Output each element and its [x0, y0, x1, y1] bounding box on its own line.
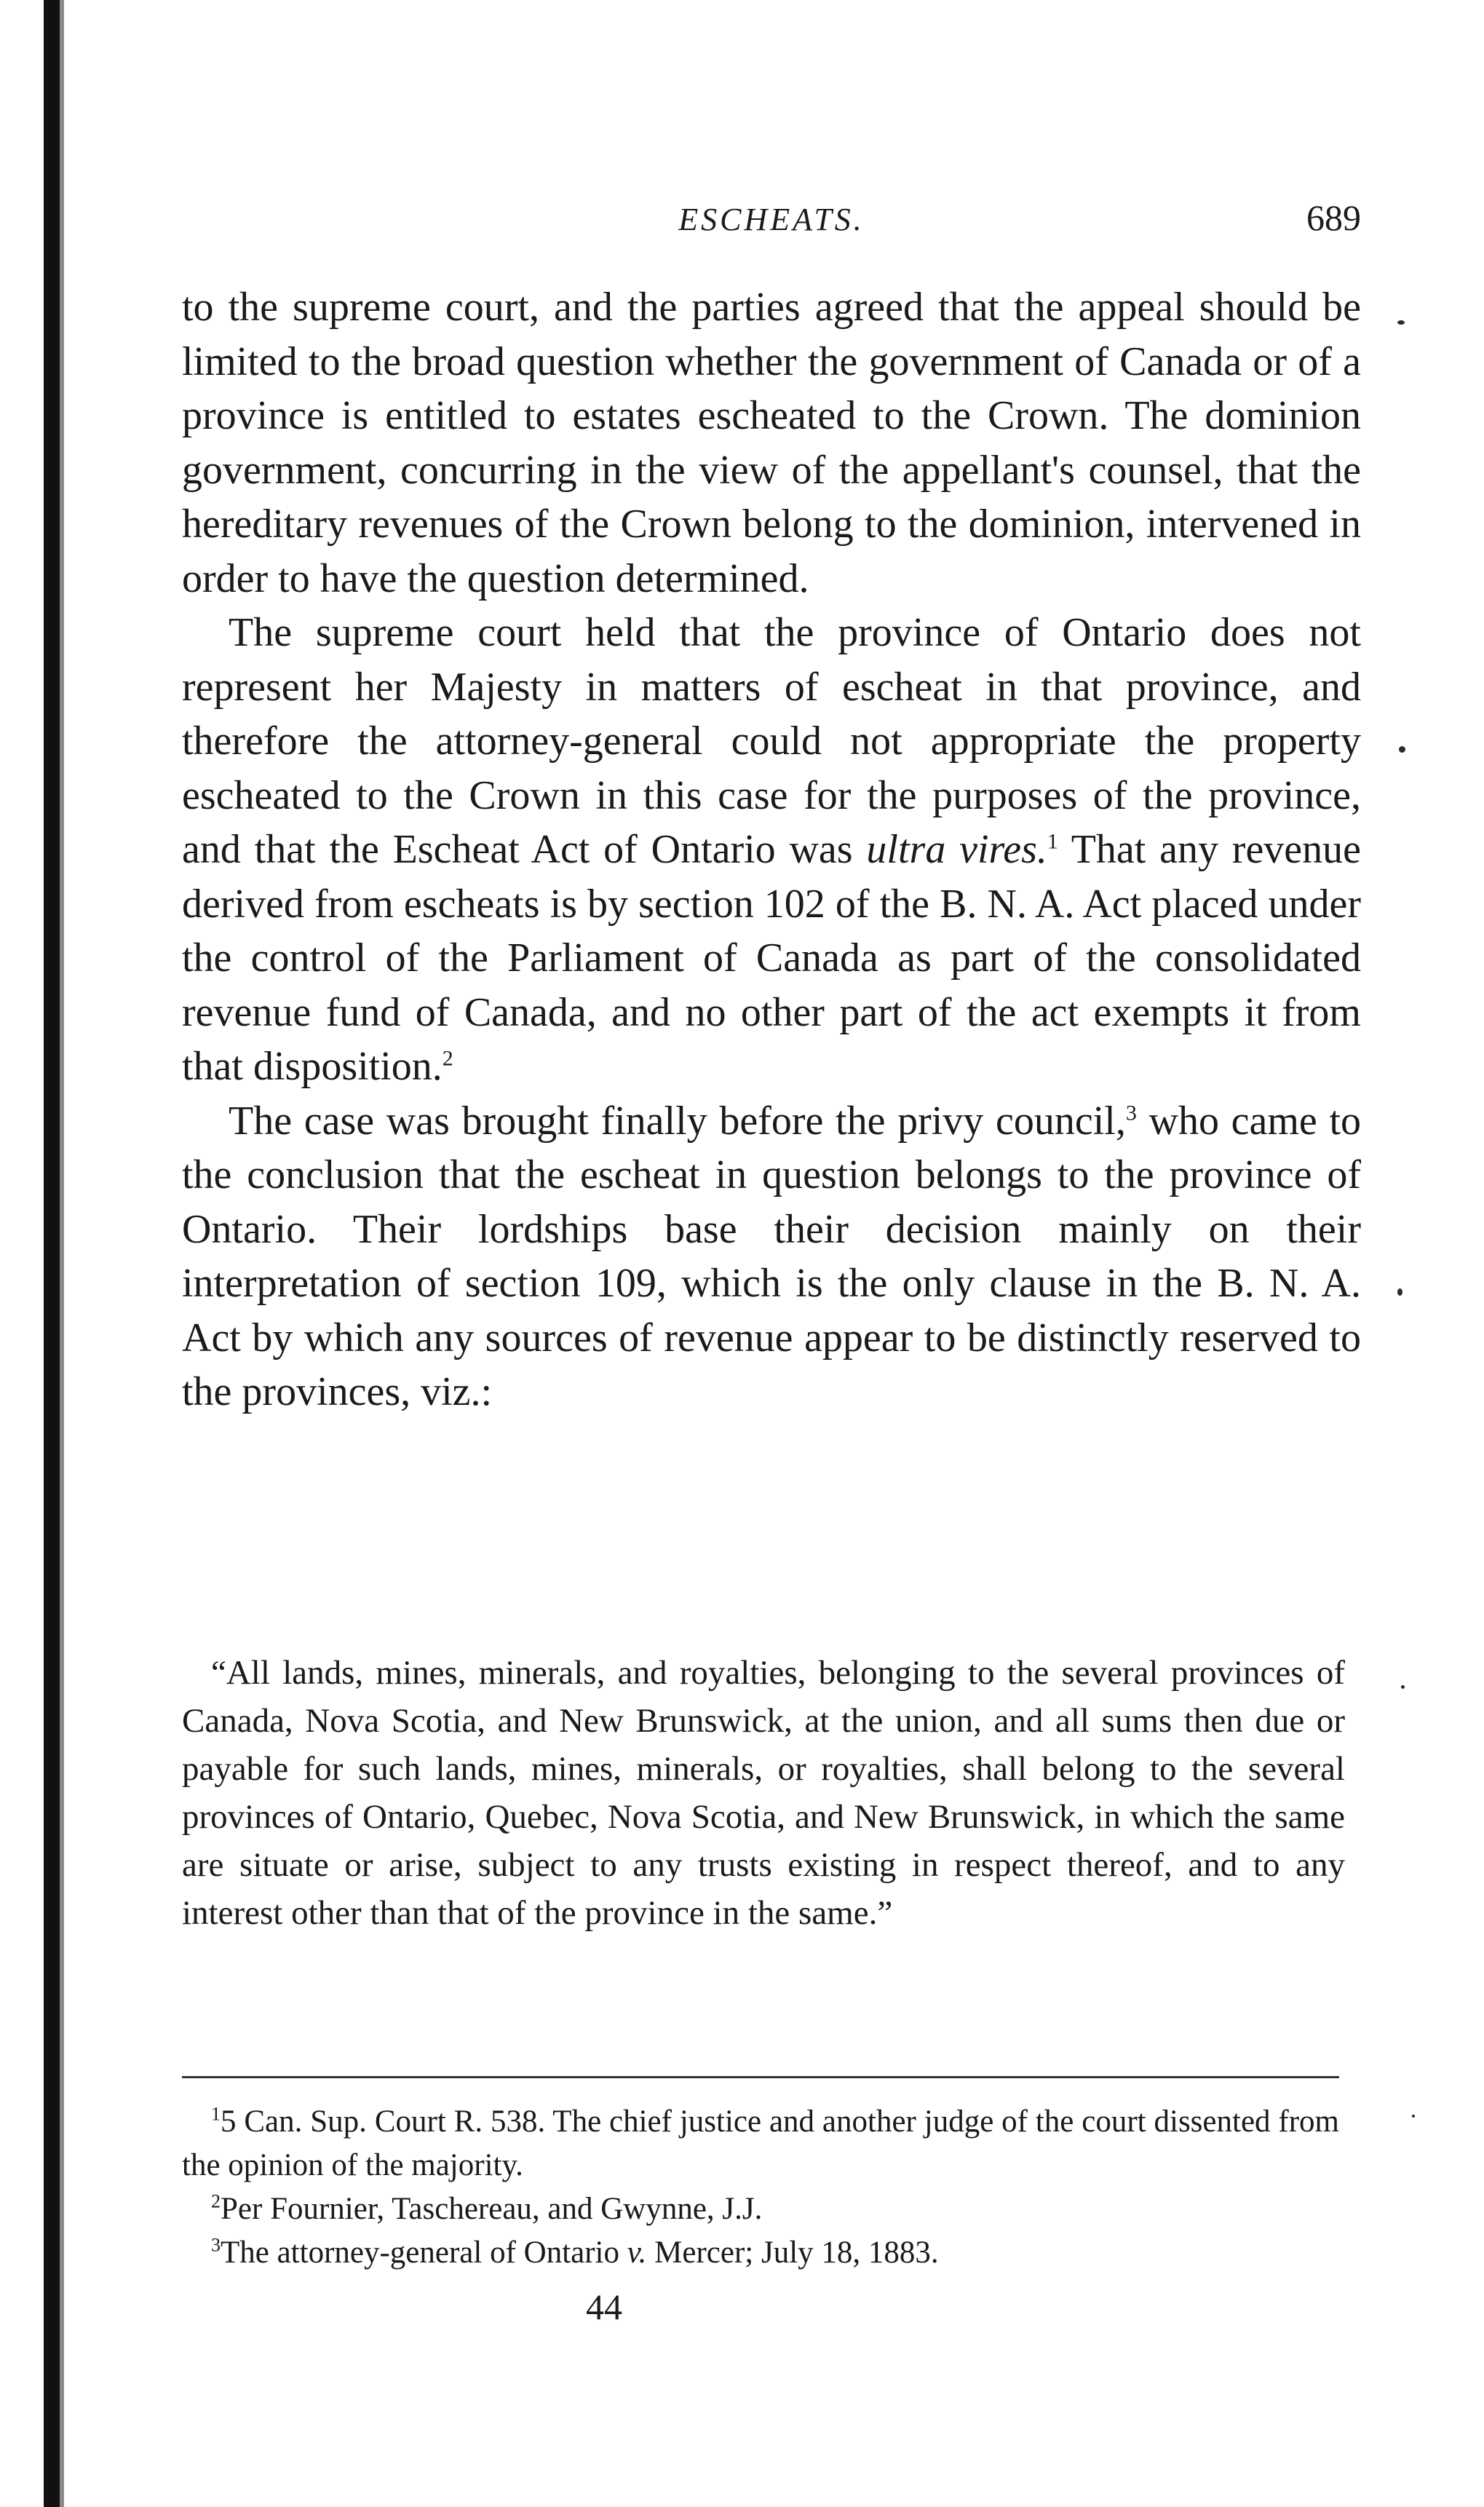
paragraph-text: That any revenue derived from escheats is by section 102 of the B. N. A. Act placed under the control of the Parliament of Canada as part of the consolidated revenue fund of Canada, and no other part of the act exempts it from that disposition. — [182, 827, 1362, 1089]
page-margin — [0, 0, 20, 2507]
footnote-divider — [182, 2076, 1339, 2078]
footnote-3 — [182, 2231, 1339, 2275]
scan-speck — [1412, 2115, 1415, 2118]
footnote-reference: 3 — [1125, 1100, 1137, 1125]
scan-speck — [1401, 1685, 1405, 1689]
footnote-2 — [182, 2187, 1339, 2231]
paragraph-continued: to the supreme court, and the parties agreed that the appeal should be limited to the broad question whether the government of Canada or of a province is entitled to estates escheated to the Crown. The dominion government, concurring in the view of the appellant's counsel, that the hereditary revenues of the Crown belong to the dominion, intervened in order to have the question determined. — [182, 285, 1361, 601]
footnote-text: Mercer; July 18, 1883. — [646, 2235, 939, 2270]
footnote-reference: 2 — [442, 1046, 453, 1071]
paragraph-text: who came to the conclusion that the escheat in question belongs to the province of Ontario. Their lordships base their decision mainly on their interpretation of section 109, which is the only clause in the B. N. A. Act by which any sources of revenue appear to be distinctly reserved to the provinces, viz.: — [182, 1098, 1362, 1414]
binding-edge-shadow — [44, 0, 60, 2507]
footnotes — [182, 2100, 1339, 2275]
scan-speck — [1397, 1288, 1402, 1296]
binding-gutter — [60, 0, 64, 2507]
scan-speck — [1397, 320, 1405, 325]
footnote-mark: 2 — [211, 2190, 221, 2212]
signature-mark: 44 — [586, 2286, 622, 2327]
italic-abbreviation: v. — [627, 2235, 647, 2270]
block-quote: “All lands, mines, minerals, and royalties, belonging to the several provinces of Canada, Nova Scotia, and New Brunswick, at the union, and all sums then due or payable for such lands, mines, minerals, or royalties, shall belong to the several provinces of Ontario, Quebec, Nova Scotia, and New Brunswick, in which the same are situate or arise, subject to any trusts existing in respect thereof, and to any interest other than that of the province in the same.” — [182, 1654, 1345, 1932]
paragraph-privy-council — [182, 1094, 1361, 1419]
paragraph-text: The case was brought finally before the privy council, — [229, 1098, 1126, 1144]
footnote-text: 5 Can. Sup. Court R. 538. The chief justice and another judge of the court dissented from the opinion of the majority. — [182, 2104, 1339, 2182]
book-page — [182, 0, 1361, 2507]
body-text — [182, 280, 1361, 1419]
running-header — [182, 197, 1361, 247]
scan-speck — [1399, 746, 1405, 753]
paragraph-text: The supreme court held that the province of Ontario does not represent her Majesty in matters of escheat in that province, and therefore the attorney-general could not appropriate the property escheated to the Crown in this case for the purposes of the province, and that the Escheat Act of Ontario was — [182, 610, 1361, 872]
footnote-reference: 1 — [1047, 829, 1058, 854]
footnote-text: Per Fournier, Taschereau, and Gwynne, J.J. — [221, 2192, 763, 2226]
running-title: ESCHEATS. — [678, 202, 865, 237]
footnote-mark: 3 — [211, 2234, 221, 2256]
paragraph-supreme-court — [182, 606, 1361, 1094]
footnote-text: The attorney-general of Ontario — [221, 2235, 627, 2270]
page-number: 689 — [1306, 197, 1361, 238]
italic-phrase: ultra vires. — [866, 827, 1047, 872]
footnote-1 — [182, 2100, 1339, 2187]
footnote-mark: 1 — [211, 2103, 221, 2125]
